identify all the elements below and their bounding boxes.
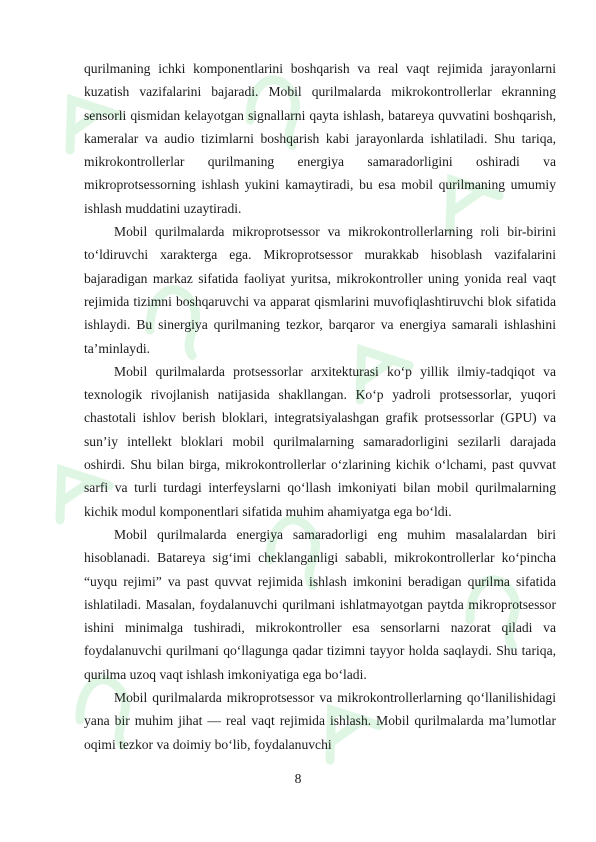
page-number: 8 [294,771,302,786]
paragraph-1: qurilmaning ichki komponentlarini boshqarish va real vaqt rejimida jarayonlarni kuzatish vazifalarini bajaradi. Mobil qurilmalarda mikrokontrollerlar ekranning sensorli qismidan kelayotgan signallarni qayta ishlash, batareya quvvatini boshqarish, kameralar va audio tizimlarni boshqarish kabi jarayonlarda ishlatiladi. Shu tariqa, mikrokontrollerlar qurilmaning energiya samaradorligini oshiradi va mikroprotsessorning ishlash yukini kamaytiradi, bu esa mobil qurilmaning umumiy ishlash muddatini uzaytiradi. [84,61,556,216]
body-text [84,57,556,756]
paragraph-4: Mobil qurilmalarda energiya samaradorligi eng muhim masalalardan biri hisoblanadi. Batareya sig‘imi cheklanganligi sababli, mikrokontrollerlar ko‘pincha “uyqu rejimi” va past quvvat rejimida ishlash imkonini beradigan qurilma sifatida ishlatiladi. Masalan, foydalanuvchi qurilmani ishlatmayotgan paytda mikroprotsessor ishini minimalga tushiradi, mikrokontroller esa sensorlarni nazorat qiladi va foydalanuvchi qurilmani qo‘llagunga qadar tizimni tayyor holda saqlaydi. Shu tariqa, qurilma uzoq vaqt ishlash imkoniyatiga ega bo‘ladi. [84,526,556,682]
paragraph-2: Mobil qurilmalarda mikroprotsessor va mikrokontrollerlarning roli bir-birini to‘ldiruvchi xarakterga ega. Mikroprotsessor murakkab hisoblash vazifalarini bajaradigan markaz sifatida faoliyat yuritsa, mikrokontroller uning yonida real vaqt rejimida tizimni boshqaruvchi va apparat qismlarini muvofiqlashtiruvchi blok sifatida ishlaydi. Bu sinergiya qurilmaning tezkor, barqaror va energiya samarali ishlashini ta’minlaydi. [84,224,556,356]
paragraph-3: Mobil qurilmalarda protsessorlar arxitekturasi ko‘p yillik ilmiy-tadqiqot va texnologik rivojlanish natijasida shakllangan. Ko‘p yadroli protsessorlar, yuqori chastotali ishlov berish bloklari, integratsiyalashgan grafik protsessorlar (GPU) va sun’iy intellekt bloklari mobil qurilmalarning samaradorligini sezilarli darajada oshirdi. Shu bilan birga, mikrokontrollerlar o‘zlarining kichik o‘lchami, past quvvat sarfi va turli turdagi interfeyslarni qo‘llash imkoniyati bilan mobil qurilmalarning kichik modul komponentlari sifatida muhim ahamiyatga ega bo‘ldi. [84,363,556,519]
paragraph-5: Mobil qurilmalarda mikroprotsessor va mikrokontrollerlarning qo‘llanilishidagi yana bir muhim jihat — real vaqt rejimida ishlash. Mobil qurilmalarda ma’lumotlar oqimi tezkor va doimiy bo‘lib, foydalanuvchi [84,690,556,752]
